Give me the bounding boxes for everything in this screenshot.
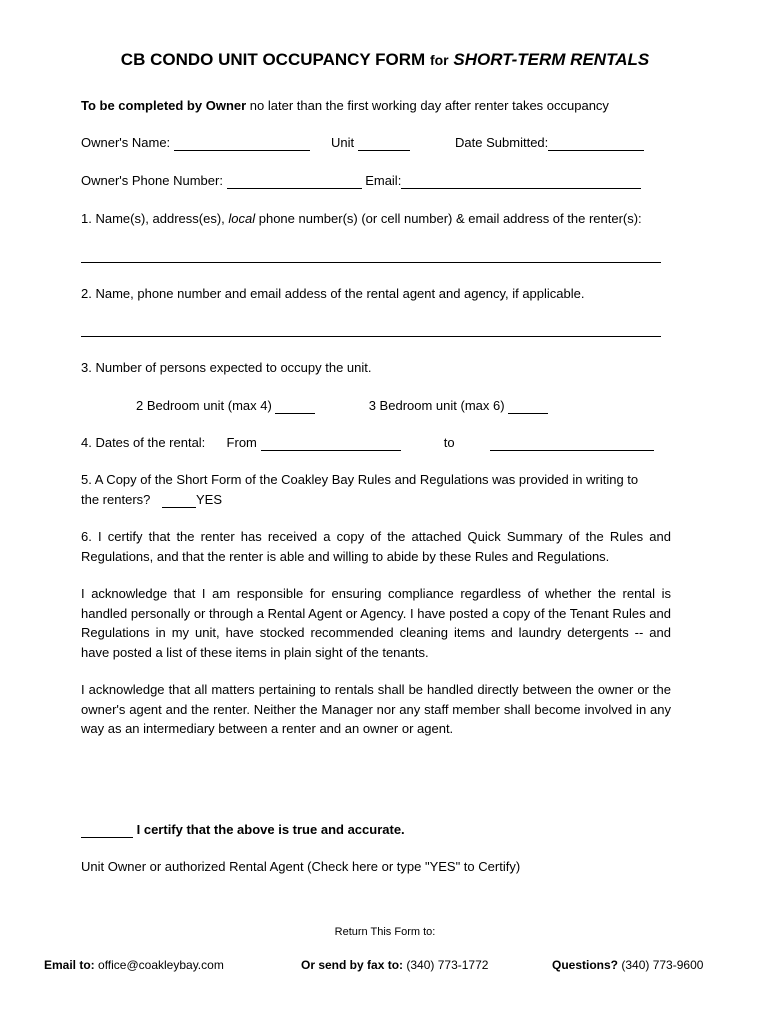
question-1 [81,209,642,229]
email-label: Email: [365,173,402,188]
question-5-line1: 5. A Copy of the Short Form of the Coakley Bay Rules and Regulations was provided in writing to [81,472,639,487]
owner-phone-field[interactable] [227,174,362,189]
title-for: for [429,52,449,68]
return-label: Return This Form to: [334,926,436,938]
bedroom-2-label: 2 Bedroom unit (max 4) [136,398,272,413]
q1-text-b: phone number(s) (or cell number) & email address of the renter(s): [255,211,642,226]
title-italic: SHORT-TERM RENTALS [453,50,650,69]
footer-email-label: Email to: [44,958,95,972]
owner-phone-label: Owner's Phone Number: [81,173,223,188]
question-5-line2 [81,490,222,510]
agent-info-field[interactable] [81,336,661,337]
date-from-field[interactable] [261,436,401,451]
certify-text: I certify that the above is true and accurate. [136,822,405,837]
date-submitted-label: Date Submitted: [455,135,549,150]
question-4 [81,433,654,453]
footer-fax-value: (340) 773-1772 [406,958,489,972]
question-6: 6. I certify that the renter has received a copy of the attached Quick Summary of the Rules and Regulations, and that the renter is able and willing to abide by these Rules and Regulations. [81,529,671,564]
owner-name-label: Owner's Name: [81,135,171,150]
question-2: 2. Name, phone number and email addess of the rental agent and agency, if applicable. [81,286,585,301]
q4-label: 4. Dates of the rental: [81,435,206,450]
acknowledgement-2: I acknowledge that all matters pertaining to rentals shall be handled directly between the owner or the owner's agent and the renter. Neither the Manager nor any staff member shall become involved in any way as an intermediary between a renter and an owner or agent. [81,682,671,736]
unit-label: Unit [331,135,355,150]
certify-row [81,820,405,840]
title-main: CB CONDO UNIT OCCUPANCY FORM [120,50,426,69]
bedroom-3-label: 3 Bedroom unit (max 6) [368,398,505,413]
q5-renters-label: the renters? [81,492,151,507]
email-field[interactable] [401,174,641,189]
renter-info-field[interactable] [81,262,661,263]
bedroom-2-field[interactable] [275,399,315,414]
question-3: 3. Number of persons expected to occupy the unit. [81,360,372,375]
footer-fax [301,958,488,972]
footer-email-value[interactable]: office@coakleybay.com [98,958,224,972]
form-title [0,50,770,70]
footer-questions-value: (340) 773-9600 [621,958,704,972]
bedroom-3-field[interactable] [508,399,548,414]
date-submitted-field[interactable] [548,136,644,151]
intro-line [81,96,609,116]
unit-field[interactable] [358,136,410,151]
q1-text-a: 1. Name(s), address(es), [81,211,229,226]
q4-to-label: to [443,435,455,450]
certify-field[interactable] [81,823,133,838]
owner-name-field[interactable] [174,136,310,151]
q4-from-label: From [226,435,257,450]
q5-yes-field[interactable] [162,493,196,508]
q1-text-italic: local [228,211,256,226]
intro-rest: no later than the first working day after renter takes occupancy [246,98,609,113]
footer-questions-label: Questions? [552,958,619,972]
bedroom-row [136,396,548,416]
footer-questions [552,958,703,972]
acknowledgement-1: I acknowledge that I am responsible for ensuring compliance regardless of whether the rental is handled personally or through a Rental Agent or Agency. I have posted a copy of the Tenant Rules and Regulations in my unit, have stocked recommended cleaning items and laundry detergents -- and have posted a list of these items in plain sight of the tenants. [81,586,671,660]
phone-row [81,171,641,191]
footer-email [44,958,224,972]
signer-line: Unit Owner or authorized Rental Agent (Check here or type "YES" to Certify) [81,859,521,874]
owner-row [81,133,644,153]
intro-bold: To be completed by Owner [81,98,247,113]
date-to-field[interactable] [490,436,654,451]
q5-yes-label: YES [196,492,223,507]
footer-fax-label: Or send by fax to: [301,958,404,972]
